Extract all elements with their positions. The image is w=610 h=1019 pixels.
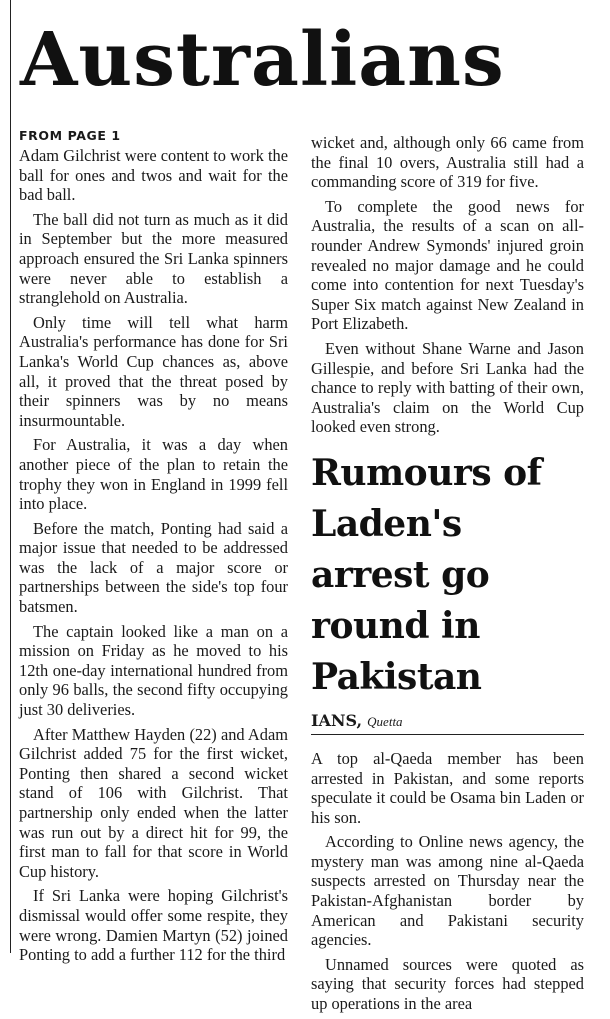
headline: Australians — [20, 17, 505, 103]
story2-headline: Rumours of Laden's arrest go round in Pakistan — [311, 451, 542, 698]
paragraph: Even without Shane Warne and Jason Gillespie, and before Sri Lanka had the chance to reply with batting of their own, Australia's claim on the World Cup looked even strong. — [311, 338, 584, 437]
paragraph: Unnamed sources were quoted as saying that security forces had stepped up operations in the area — [311, 954, 584, 1014]
paragraph: The captain looked like a man on a mission on Friday as he moved to his 12th one-day international hundred from only 96 balls, the second fifty occupying just 30 deliveries. — [19, 621, 288, 720]
paragraph: Before the match, Ponting had said a major issue that needed to be addressed was the lack of a major score or partnerships between the side's top four batsmen. — [19, 518, 288, 617]
paragraph: Only time will tell what harm Australia's performance has done for Sri Lanka's World Cup chances as, above all, it proved that the threat posed by their spinners was by no means insurmountable. — [19, 312, 288, 430]
paragraph: After Matthew Hayden (22) and Adam Gilchrist added 75 for the first wicket, Ponting then shared a second wicket stand of 106 with Gilchrist. That partnership only ended when the latter was run out by a direct hit for 99, the first man to fall for that score in World Cup history. — [19, 724, 288, 881]
continuation-label: FROM PAGE 1 — [19, 128, 121, 143]
byline-agency: IANS, — [311, 710, 363, 730]
byline — [311, 711, 584, 735]
paragraph: The ball did not turn as much as it did in September but the more measured approach ensured the Sri Lanka spinners were never able to establish a stranglehold on Australia. — [19, 209, 288, 308]
paragraph: A top al-Qaeda member has been arrested in Pakistan, and some reports speculate it could be Osama bin Laden or his son. — [311, 748, 584, 827]
paragraph: Adam Gilchrist were content to work the ball for ones and twos and wait for the bad ball. — [19, 146, 288, 205]
paragraph: To complete the good news for Australia, the results of a scan on all-rounder Andrew Symonds' injured groin revealed no major damage and he could come into contention for next Tuesday's Super Six match against New Zealand in Port Elizabeth. — [311, 196, 584, 334]
paragraph: According to Online news agency, the mystery man was among nine al-Qaeda suspects arrested on Thursday near the Pakistan-Afghanistan border by American and Pakistani security agencies. — [311, 832, 584, 950]
left-border-rule — [10, 0, 11, 953]
left-column — [19, 127, 288, 970]
paragraph: For Australia, it was a day when another piece of the plan to retain the trophy they won in England in 1999 fell into place. — [19, 435, 288, 514]
right-column — [311, 133, 584, 1019]
byline-place: Quetta — [367, 713, 403, 729]
paragraph: If Sri Lanka were hoping Gilchrist's dismissal would offer some respite, they were wrong. Damien Martyn (52) joined Ponting to add a further 112 for the third — [19, 886, 288, 965]
paragraph: wicket and, although only 66 came from the final 10 overs, Australia still had a commanding score of 319 for five. — [311, 133, 584, 192]
